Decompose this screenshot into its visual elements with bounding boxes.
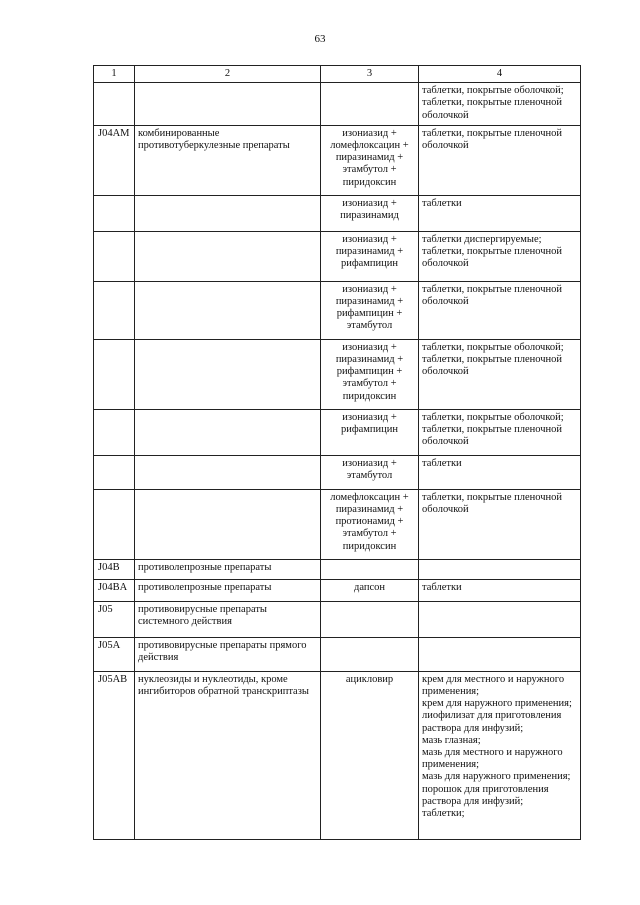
substance-cell: ломефлоксацин + пиразинамид + протионамид + этамбутол + пиридоксин xyxy=(321,489,419,559)
group-cell: противовирусные препараты системного действия xyxy=(135,601,321,637)
table-row xyxy=(94,409,581,455)
code-cell: J05AB xyxy=(94,671,135,839)
form-cell xyxy=(419,559,581,579)
table-header-row xyxy=(94,66,581,83)
code-cell xyxy=(94,489,135,559)
form-cell: таблетки xyxy=(419,455,581,489)
substance-cell xyxy=(321,83,419,126)
header-col-2: 2 xyxy=(135,66,321,83)
table-row xyxy=(94,671,581,839)
code-cell xyxy=(94,195,135,231)
substance-cell: изониазид + пиразинамид + рифампицин + этамбутол + пиридоксин xyxy=(321,339,419,409)
table-row xyxy=(94,601,581,637)
group-cell: комбинированные противотуберкулезные препараты xyxy=(135,125,321,195)
form-cell: таблетки xyxy=(419,195,581,231)
table-row xyxy=(94,559,581,579)
substance-cell: изониазид + пиразинамид + рифампицин xyxy=(321,231,419,281)
form-cell: таблетки xyxy=(419,579,581,601)
substance-cell: изониазид + рифампицин xyxy=(321,409,419,455)
code-cell: J04B xyxy=(94,559,135,579)
substance-cell: изониазид + этамбутол xyxy=(321,455,419,489)
header-col-1: 1 xyxy=(94,66,135,83)
substance-cell: ацикловир xyxy=(321,671,419,839)
group-cell: противолепрозные препараты xyxy=(135,559,321,579)
code-cell xyxy=(94,455,135,489)
table-row xyxy=(94,281,581,339)
table-row xyxy=(94,637,581,671)
table-row xyxy=(94,455,581,489)
group-cell xyxy=(135,339,321,409)
group-cell xyxy=(135,409,321,455)
code-cell: J05A xyxy=(94,637,135,671)
substance-cell xyxy=(321,559,419,579)
code-cell xyxy=(94,409,135,455)
code-cell: J04BA xyxy=(94,579,135,601)
group-cell xyxy=(135,455,321,489)
form-cell: таблетки, покрытые оболочкой; таблетки, покрытые пленочной оболочкой xyxy=(419,409,581,455)
substance-cell xyxy=(321,637,419,671)
group-cell: противолепрозные препараты xyxy=(135,579,321,601)
table-row xyxy=(94,83,581,126)
group-cell: противовирусные препараты прямого действия xyxy=(135,637,321,671)
code-cell: J05 xyxy=(94,601,135,637)
code-cell xyxy=(94,83,135,126)
group-cell xyxy=(135,195,321,231)
table-row xyxy=(94,125,581,195)
code-cell xyxy=(94,339,135,409)
code-cell xyxy=(94,281,135,339)
substance-cell: изониазид + пиразинамид + рифампицин + этамбутол xyxy=(321,281,419,339)
group-cell xyxy=(135,83,321,126)
group-cell xyxy=(135,231,321,281)
form-cell xyxy=(419,637,581,671)
form-cell: таблетки, покрытые пленочной оболочкой xyxy=(419,489,581,559)
code-cell xyxy=(94,231,135,281)
table-row xyxy=(94,231,581,281)
substance-cell: изониазид + ломефлоксацин + пиразинамид + этамбутол + пиридоксин xyxy=(321,125,419,195)
substance-cell xyxy=(321,601,419,637)
table-row xyxy=(94,579,581,601)
group-cell: нуклеозиды и нуклеотиды, кроме ингибиторов обратной транскриптазы xyxy=(135,671,321,839)
substance-cell: изониазид + пиразинамид xyxy=(321,195,419,231)
form-cell: таблетки, покрытые оболочкой; таблетки, покрытые пленочной оболочкой xyxy=(419,339,581,409)
medication-table xyxy=(93,65,581,840)
header-col-4: 4 xyxy=(419,66,581,83)
substance-cell: дапсон xyxy=(321,579,419,601)
form-cell: таблетки, покрытые пленочной оболочкой xyxy=(419,125,581,195)
group-cell xyxy=(135,281,321,339)
table-row xyxy=(94,195,581,231)
table-row xyxy=(94,339,581,409)
table-row xyxy=(94,489,581,559)
code-cell: J04AM xyxy=(94,125,135,195)
form-cell: таблетки диспергируемые; таблетки, покрытые пленочной оболочкой xyxy=(419,231,581,281)
form-cell xyxy=(419,601,581,637)
header-col-3: 3 xyxy=(321,66,419,83)
form-cell: крем для местного и наружного применения; крем для наружного применения; лиофилизат для приготовления раствора для инфузий; мазь глазная; мазь для местного и наружного применения; мазь для наружного применения; порошок для приготовления раствора для инфузий; таблетки; xyxy=(419,671,581,839)
page-number: 63 xyxy=(314,33,326,45)
form-cell: таблетки, покрытые оболочкой; таблетки, покрытые пленочной оболочкой xyxy=(419,83,581,126)
group-cell xyxy=(135,489,321,559)
form-cell: таблетки, покрытые пленочной оболочкой xyxy=(419,281,581,339)
